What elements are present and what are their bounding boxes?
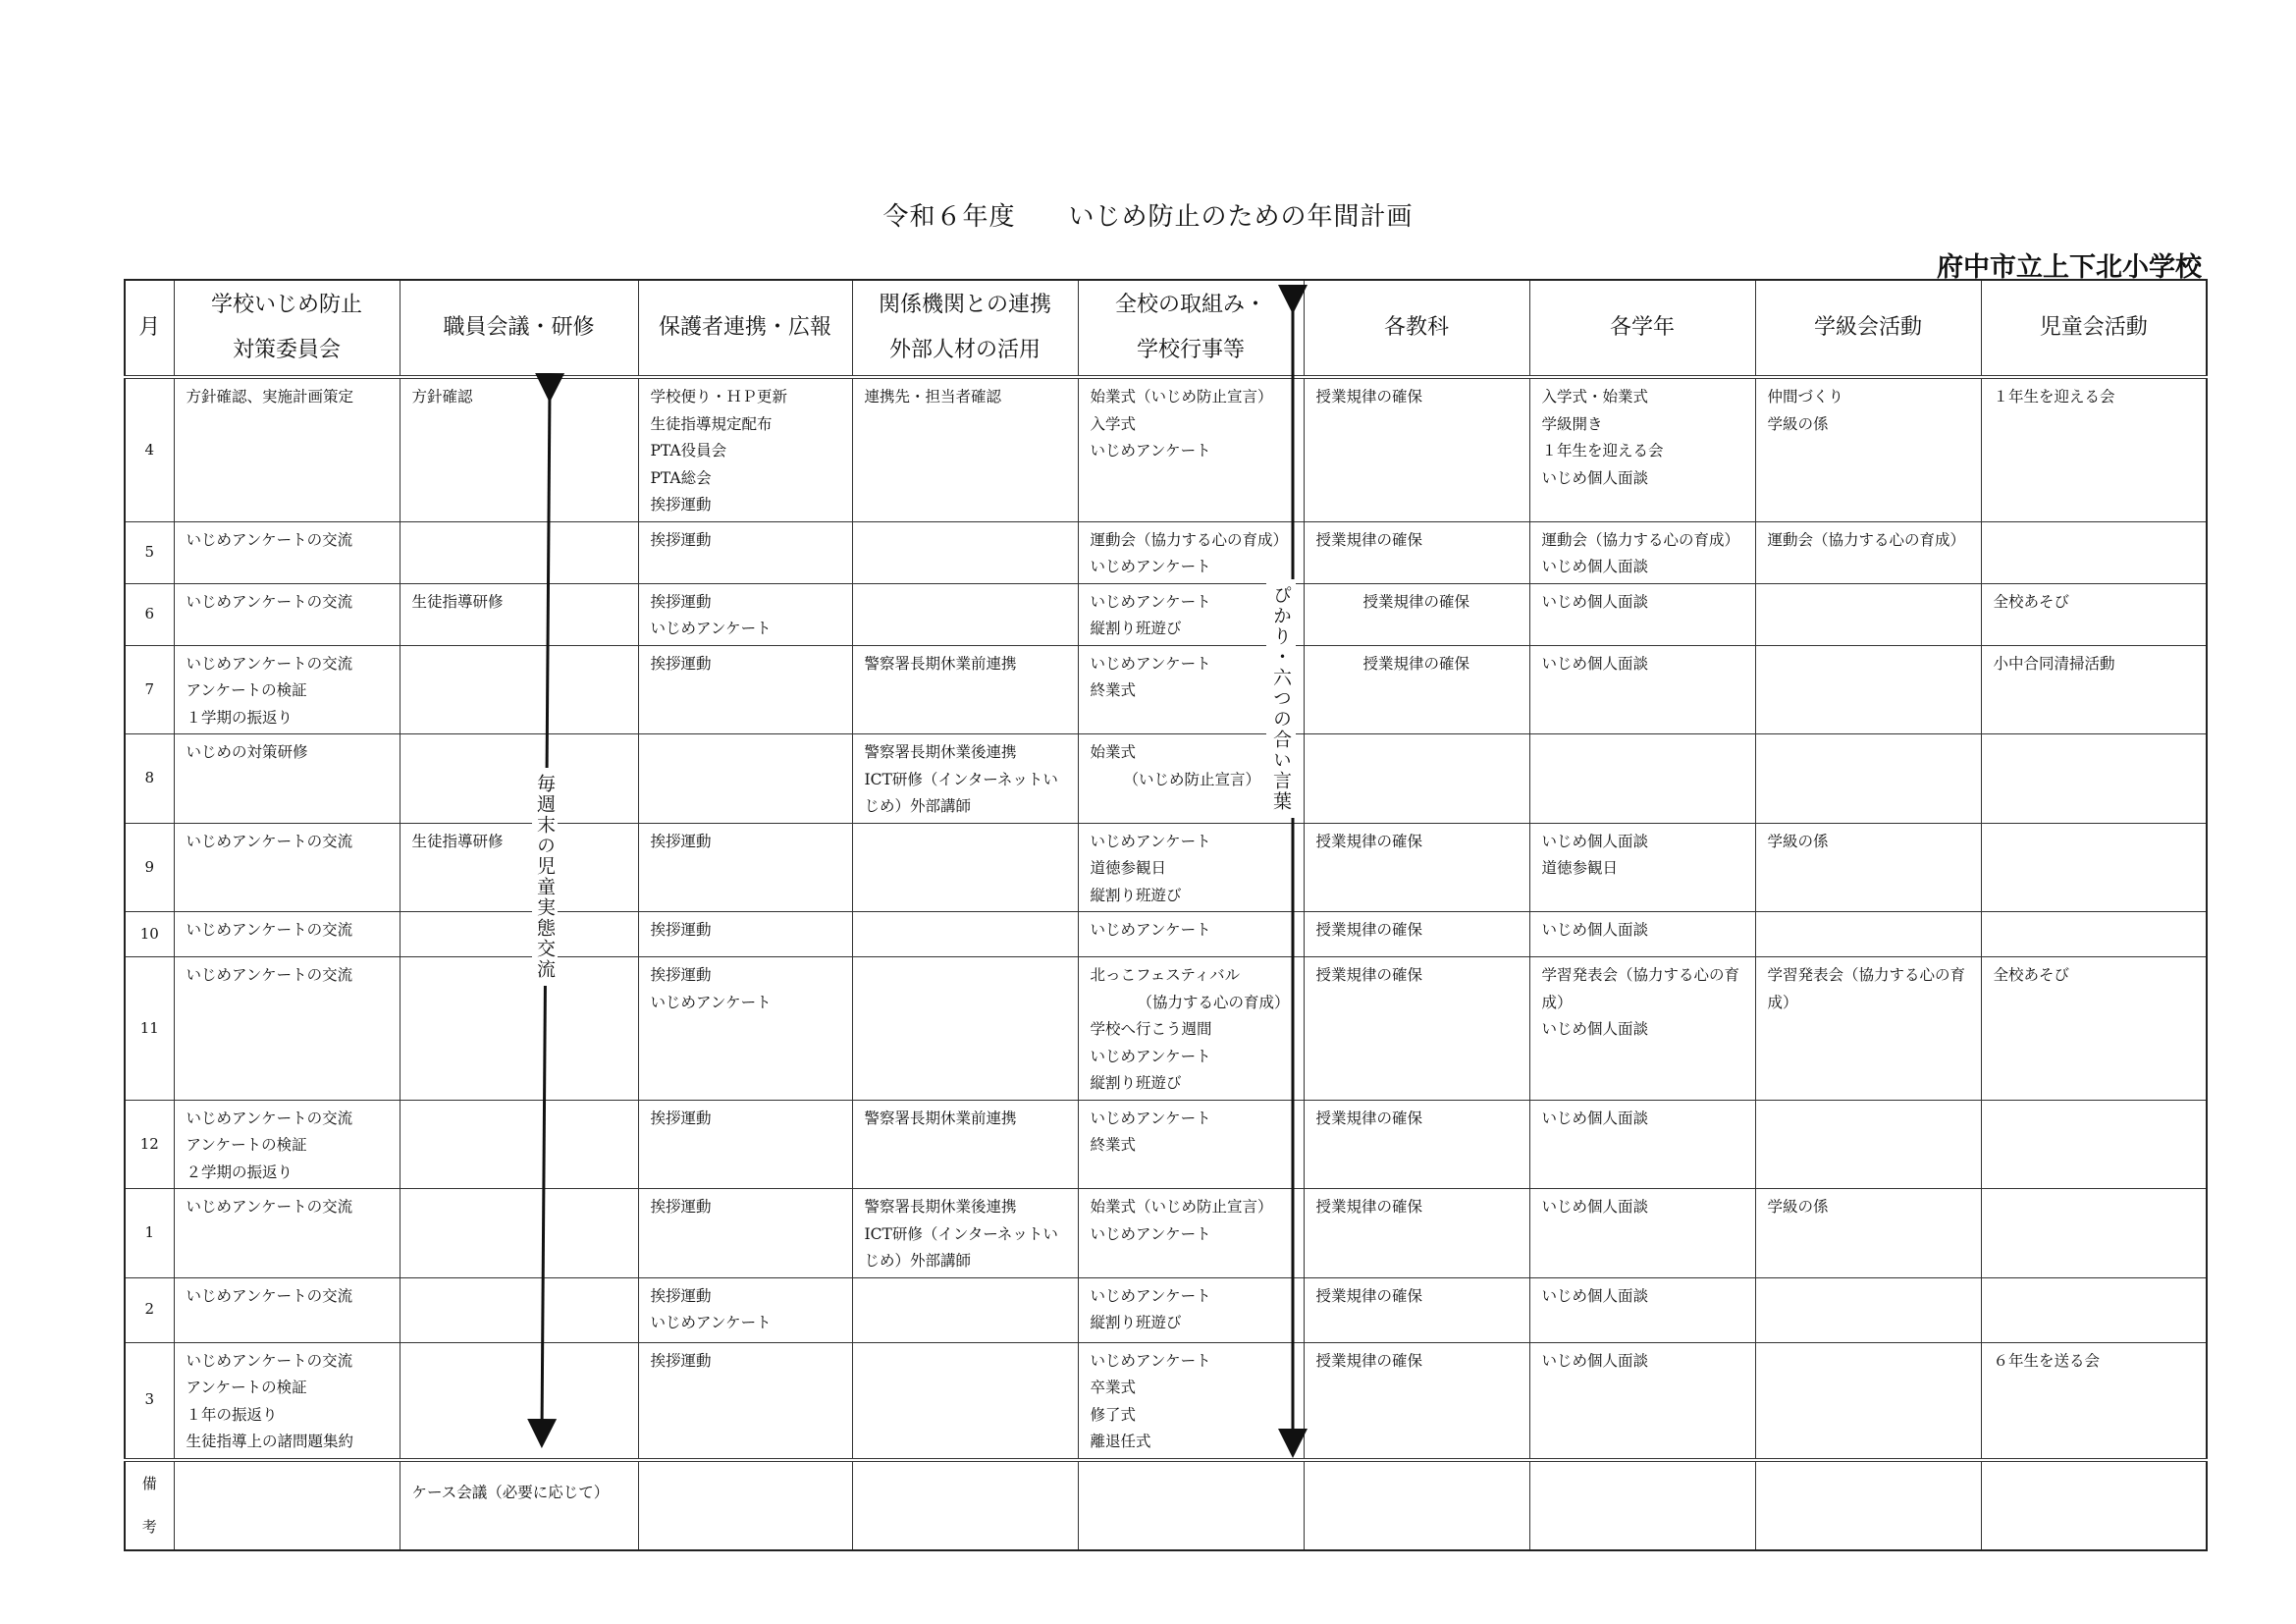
month-cell: 3 — [125, 1342, 174, 1460]
cell-line: 学級開き — [1541, 414, 1603, 433]
cell-line: 縦割り班遊び — [1090, 1314, 1182, 1331]
cell-line: 学級の係 — [1767, 414, 1829, 433]
cell-line: いじめアンケート — [650, 1314, 772, 1331]
cell-line: 挨拶運動 — [650, 1351, 712, 1370]
cell-line: 北っこフェスティバル — [1090, 966, 1241, 984]
cell-line: 学習発表会（協力する心の育成） — [1767, 966, 1966, 1011]
cell-line: 警察署長期休業前連携 — [864, 1109, 1017, 1127]
cell-line: 方針確認 — [411, 388, 473, 406]
header-agencies: 関係機関との連携 外部人材の活用 — [852, 280, 1078, 377]
cell-line: いじめ個人面談 — [1541, 832, 1649, 850]
cell-line: いじめアンケート — [650, 620, 772, 637]
cell-line: 授業規律の確保 — [1315, 966, 1423, 984]
cell-line: 始業式 — [1090, 743, 1137, 761]
cell-line: 警察署長期休業前連携 — [864, 654, 1017, 673]
header-parents: 保護者連携・広報 — [638, 280, 852, 377]
cell-line: いじめ個人面談 — [1541, 592, 1649, 611]
cell-line: 挨拶運動 — [650, 592, 712, 611]
header-class: 学級会活動 — [1755, 280, 1981, 377]
month-cell: 7 — [125, 645, 174, 734]
cell-line: いじめの対策研修 — [186, 743, 308, 761]
cell-line: 授業規律の確保 — [1315, 921, 1423, 939]
cell-line: １年生を迎える会 — [1993, 388, 2115, 406]
cell-line: 終業式 — [1090, 1136, 1137, 1154]
cell-line: 連携先・担当者確認 — [864, 388, 1002, 406]
cell-line: いじめアンケート — [1090, 1047, 1211, 1065]
cell-line: いじめアンケートの交流 — [186, 1286, 353, 1305]
cell-line: アンケートの検証 — [186, 1136, 307, 1154]
cell-line: ６年生を送る会 — [1993, 1351, 2101, 1370]
cell-line: いじめ個人面談 — [1541, 1198, 1649, 1216]
cell-line: いじめアンケート — [1090, 558, 1211, 575]
month-cell: 4 — [125, 377, 174, 521]
cell-line: 仲間づくり — [1767, 388, 1844, 406]
cell-line: アンケートの検証 — [186, 1379, 307, 1396]
cell-line: 挨拶運動 — [650, 1198, 712, 1216]
cell-line: いじめアンケートの交流 — [186, 654, 353, 673]
header-grades: 各学年 — [1529, 280, 1755, 377]
cell-line: 始業式（いじめ防止宣言） — [1090, 388, 1273, 406]
header-staff: 職員会議・研修 — [400, 280, 638, 377]
notes-label: 備 考 — [125, 1460, 174, 1550]
cell-line: 小中合同清掃活動 — [1993, 654, 2115, 673]
header-month: 月 — [125, 280, 174, 377]
school-wide-vertical-label: ぴかり・六つの合い言葉 — [1266, 579, 1296, 818]
cell-line: 運動会（協力する心の育成） — [1767, 530, 1966, 549]
cell-line: 授業規律の確保 — [1315, 1198, 1423, 1216]
month-cell: 5 — [125, 521, 174, 583]
cell-line: 授業規律の確保 — [1362, 654, 1470, 673]
cell-line: 生徒指導規定配布 — [650, 414, 773, 433]
cell-line: いじめアンケートの交流 — [186, 921, 353, 939]
cell-line: 挨拶運動 — [650, 1109, 712, 1127]
school-name: 府中市立上下北小学校 — [1937, 252, 2202, 283]
cell-line: 縦割り班遊び — [1090, 620, 1182, 637]
header-committee: 学校いじめ防止 対策委員会 — [174, 280, 400, 377]
cell-line: 運動会（協力する心の育成） — [1541, 530, 1740, 549]
cell-line: 挨拶運動 — [650, 496, 712, 514]
cell-line: ICT研修（インターネットいじめ）外部講師 — [864, 770, 1058, 815]
cell-line: いじめ個人面談 — [1541, 1351, 1649, 1370]
cell-line: １年の振返り — [186, 1405, 278, 1424]
cell-line: 入学式・始業式 — [1541, 388, 1649, 406]
month-cell: 2 — [125, 1277, 174, 1342]
cell-line: 学級の係 — [1767, 1198, 1829, 1216]
cell-line: 挨拶運動 — [650, 921, 712, 939]
cell-line: 道徳参観日 — [1541, 859, 1619, 877]
cell-line: １学期の振返り — [186, 708, 294, 727]
cell-line: 挨拶運動 — [650, 966, 712, 984]
cell-line: 警察署長期休業後連携 — [864, 743, 1017, 761]
cell-line: 方針確認、実施計画策定 — [186, 388, 354, 406]
cell-line: 縦割り班遊び — [1090, 886, 1182, 904]
cell-line: 全校あそび — [1993, 966, 2070, 984]
cell-line: いじめアンケート — [1090, 654, 1211, 673]
cell-line: 挨拶運動 — [650, 832, 712, 850]
cell-line: いじめアンケート — [1090, 832, 1211, 850]
staff-vertical-label: 毎週末の児童実態交流 — [532, 768, 558, 986]
cell-line: 卒業式 — [1090, 1379, 1137, 1396]
cell-line: 終業式 — [1090, 681, 1137, 699]
cell-line: いじめ個人面談 — [1541, 921, 1649, 939]
cell-line: 授業規律の確保 — [1315, 1286, 1423, 1305]
cell-line: １年生を迎える会 — [1541, 442, 1664, 460]
cell-line: いじめ個人面談 — [1541, 468, 1649, 487]
cell-line: 生徒指導研修 — [411, 832, 504, 850]
cell-line: 挨拶運動 — [650, 1286, 712, 1305]
cell-line: 挨拶運動 — [650, 530, 712, 549]
cell-line: いじめアンケートの交流 — [186, 592, 353, 611]
cell-line: PTA役員会 — [650, 442, 727, 460]
cell-line: 修了式 — [1090, 1405, 1137, 1424]
cell-line: 道徳参観日 — [1090, 859, 1167, 877]
cell-line: いじめアンケート — [650, 993, 772, 1011]
cell-line: 授業規律の確保 — [1362, 592, 1470, 611]
cell-line: 授業規律の確保 — [1315, 1351, 1423, 1370]
header-subjects: 各教科 — [1304, 280, 1529, 377]
cell-line: いじめアンケートの交流 — [186, 1351, 353, 1370]
month-cell: 10 — [125, 912, 174, 957]
cell-line: 学級の係 — [1767, 832, 1829, 850]
cell-line: いじめアンケート — [1090, 592, 1211, 611]
month-cell: 11 — [125, 957, 174, 1101]
cell-line: いじめアンケート — [1090, 1224, 1211, 1243]
cell-line: 離退任式 — [1090, 1433, 1151, 1450]
cell-line: いじめ個人面談 — [1541, 1109, 1649, 1127]
cell-line: いじめアンケート — [1090, 1286, 1211, 1305]
cell-line: 学習発表会（協力する心の育成） — [1541, 966, 1740, 1011]
cell-line: 生徒指導上の諸問題集約 — [186, 1433, 354, 1450]
cell-line: 学校へ行こう週間 — [1090, 1020, 1212, 1038]
cell-line: PTA総会 — [650, 468, 712, 487]
cell-line: 授業規律の確保 — [1315, 832, 1423, 850]
month-cell: 12 — [125, 1100, 174, 1189]
notes-staff: ケース会議（必要に応じて） — [400, 1460, 638, 1550]
cell-line: いじめアンケート — [1090, 1109, 1211, 1127]
cell-line: いじめ個人面談 — [1541, 558, 1649, 575]
cell-line: （いじめ防止宣言） — [1123, 770, 1261, 788]
cell-line: 生徒指導研修 — [411, 592, 504, 611]
cell-line: いじめ個人面談 — [1541, 654, 1649, 673]
cell-line: 授業規律の確保 — [1315, 1109, 1423, 1127]
cell-line: 学校便り・ＨＰ更新 — [650, 388, 788, 406]
page-title: 令和６年度 いじめ防止のための年間計画 — [882, 202, 1414, 232]
month-cell: 6 — [125, 583, 174, 645]
cell-line: 運動会（協力する心の育成） — [1090, 530, 1289, 549]
header-school-wide: 全校の取組み・ 学校行事等 — [1078, 280, 1304, 377]
cell-line: いじめアンケート — [1090, 921, 1211, 939]
cell-line: いじめアンケートの交流 — [186, 530, 353, 549]
cell-line: ２学期の振返り — [186, 1163, 294, 1181]
cell-line: いじめアンケート — [1090, 1351, 1211, 1370]
month-cell: 9 — [125, 823, 174, 912]
cell-line: 警察署長期休業後連携 — [864, 1198, 1017, 1216]
cell-line: ICT研修（インターネットいじめ）外部講師 — [864, 1224, 1058, 1270]
cell-line: アンケートの検証 — [186, 681, 307, 699]
cell-line: 縦割り班遊び — [1090, 1074, 1182, 1092]
cell-line: いじめアンケートの交流 — [186, 1109, 353, 1127]
cell-line: 全校あそび — [1993, 592, 2070, 611]
cell-line: いじめ個人面談 — [1541, 1286, 1649, 1305]
cell-line: いじめアンケートの交流 — [186, 966, 353, 984]
cell-line: いじめアンケートの交流 — [186, 832, 353, 850]
cell-line: いじめアンケートの交流 — [186, 1198, 353, 1216]
month-cell: 8 — [125, 734, 174, 824]
cell-line: いじめ個人面談 — [1541, 1020, 1649, 1038]
cell-line: 授業規律の確保 — [1315, 388, 1423, 406]
month-cell: 1 — [125, 1189, 174, 1278]
cell-line: 入学式 — [1090, 414, 1137, 433]
header-council: 児童会活動 — [1981, 280, 2207, 377]
cell-line: （協力する心の育成） — [1137, 993, 1290, 1011]
cell-line: いじめアンケート — [1090, 442, 1211, 460]
cell-line: 挨拶運動 — [650, 654, 712, 673]
cell-line: 始業式（いじめ防止宣言） — [1090, 1198, 1273, 1216]
cell-line: 授業規律の確保 — [1315, 530, 1423, 549]
